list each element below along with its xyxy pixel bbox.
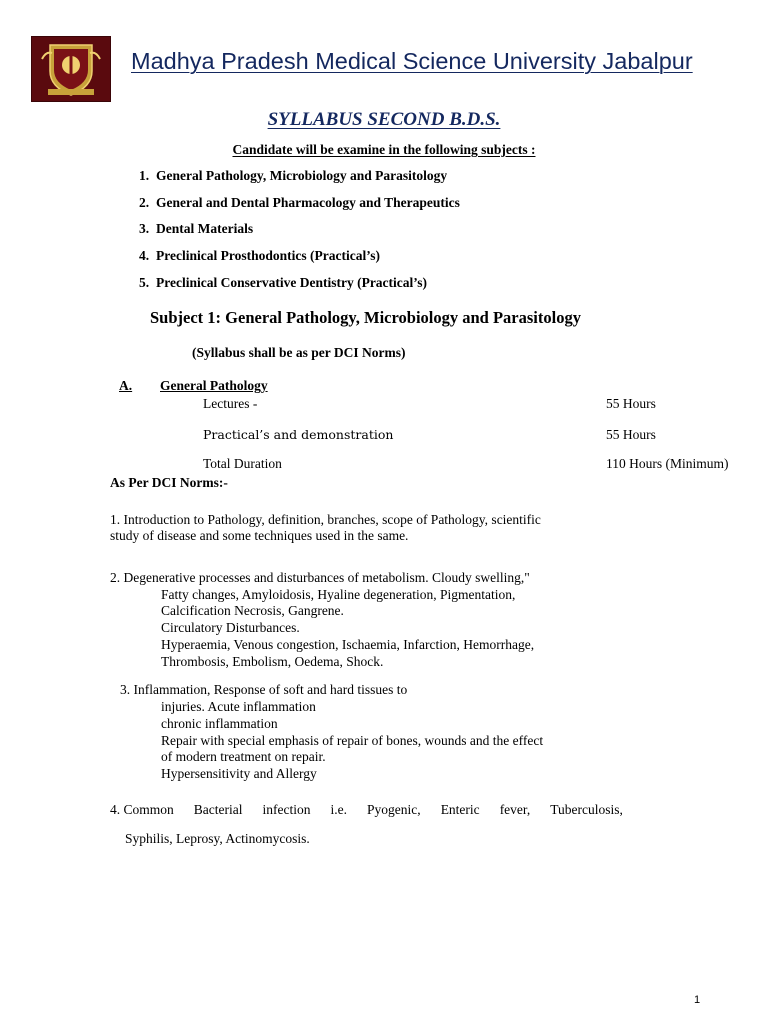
hours-value: 55 Hours xyxy=(606,427,656,442)
topic-4-line xyxy=(110,802,623,819)
subject-number: 2. xyxy=(139,195,150,210)
topic-2-line: 2. Degenerative processes and disturbances of metabolism. Cloudy swelling," xyxy=(110,570,530,585)
subject-number: 4. xyxy=(139,248,150,263)
section-title: General Pathology xyxy=(160,378,268,393)
hours-label: Lectures - xyxy=(203,396,258,411)
syllabus-norms-note: (Syllabus shall be as per DCI Norms) xyxy=(192,345,406,360)
topic-4-word: Tuberculosis, xyxy=(550,802,623,817)
topic-3-line: 3. Inflammation, Response of soft and hard tissues to xyxy=(120,682,408,697)
topic-2-line: Hyperaemia, Venous congestion, Ischaemia, Infarction, Hemorrhage, xyxy=(161,637,535,652)
topic-1-line: 1. Introduction to Pathology, definition, branches, scope of Pathology, scientific xyxy=(110,512,541,527)
topic-2-line: Circulatory Disturbances. xyxy=(161,620,300,635)
hours-label: Practical’s and demonstration xyxy=(203,427,394,442)
subject-name: Dental Materials xyxy=(156,221,254,236)
subject-name: Preclinical Conservative Dentistry (Practical’s) xyxy=(156,275,428,290)
dci-norms-heading: As Per DCI Norms:- xyxy=(110,475,228,490)
topic-4-word: 4. Common xyxy=(110,802,174,817)
hours-value: 55 Hours xyxy=(606,396,656,411)
subject1-heading: Subject 1: General Pathology, Microbiology and Parasitology xyxy=(150,308,581,327)
subject-item-3 xyxy=(0,221,768,239)
university-logo xyxy=(31,36,111,102)
subject-name: General and Dental Pharmacology and Therapeutics xyxy=(156,195,460,210)
page-number: 1 xyxy=(694,994,701,1006)
subject-number: 5. xyxy=(139,275,150,290)
university-title: Madhya Pradesh Medical Science University Jabalpur xyxy=(131,48,693,74)
topic-2-line: Thrombosis, Embolism, Oedema, Shock. xyxy=(161,654,384,669)
topic-1-line: study of disease and some techniques used in the same. xyxy=(110,528,409,543)
topic-3-line: chronic inflammation xyxy=(161,716,278,731)
topic-4-word: Enteric xyxy=(440,802,480,817)
topic-2-line: Calcification Necrosis, Gangrene. xyxy=(161,603,344,618)
topic-3-line: injuries. Acute inflammation xyxy=(161,699,316,714)
section-letter: A. xyxy=(119,378,133,393)
subject-name: Preclinical Prosthodontics (Practical’s) xyxy=(156,248,380,263)
subject-item-1 xyxy=(0,168,768,186)
topic-4-word: infection xyxy=(262,802,311,817)
topic-4-word: fever, xyxy=(499,802,531,817)
topic-4-word: i.e. xyxy=(330,802,348,817)
subject-name: General Pathology, Microbiology and Parasitology xyxy=(156,168,448,183)
subject-item-5 xyxy=(0,275,768,293)
topic-3-line: Repair with special emphasis of repair of bones, wounds and the effect xyxy=(161,733,544,748)
subject-item-4 xyxy=(0,248,768,266)
subject-number: 3. xyxy=(139,221,150,236)
hours-label: Total Duration xyxy=(203,456,282,471)
syllabus-title: SYLLABUS SECOND B.D.S. xyxy=(267,109,501,130)
topic-2-line: Fatty changes, Amyloidosis, Hyaline degeneration, Pigmentation, xyxy=(161,587,516,602)
candidate-note: Candidate will be examine in the following subjects : xyxy=(232,142,536,157)
hours-value: 110 Hours (Minimum) xyxy=(606,456,729,471)
topic-4-word: Pyogenic, xyxy=(367,802,421,817)
university-crest-icon xyxy=(32,37,110,101)
topic-4-line: Syphilis, Leprosy, Actinomycosis. xyxy=(125,831,310,846)
topic-3-line: of modern treatment on repair. xyxy=(161,749,326,764)
subject-number: 1. xyxy=(139,168,150,183)
topic-3-line: Hypersensitivity and Allergy xyxy=(161,766,317,781)
topic-4-word: Bacterial xyxy=(193,802,243,817)
subject-item-2 xyxy=(0,195,768,213)
